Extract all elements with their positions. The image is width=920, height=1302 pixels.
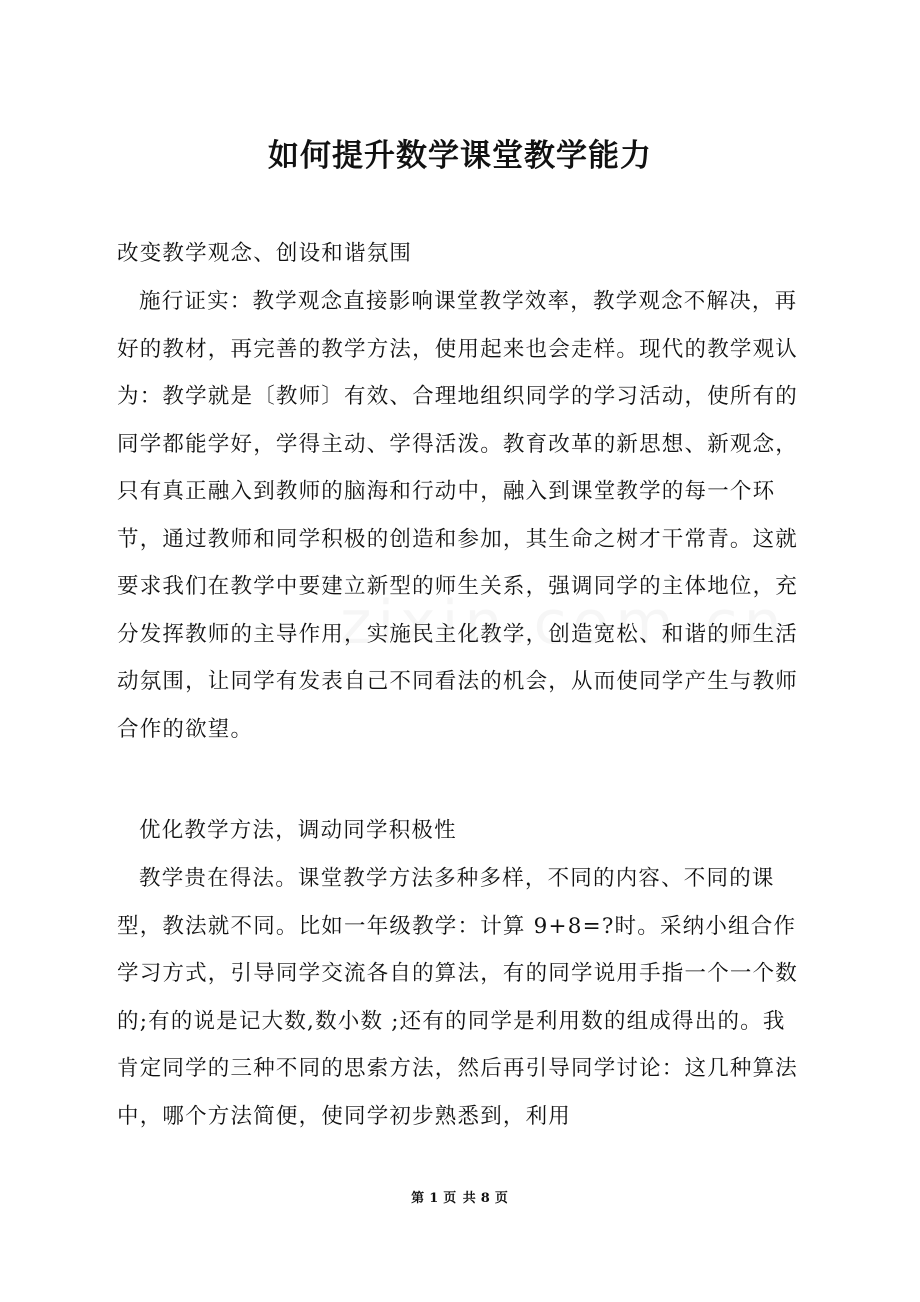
- page-footer: [0, 1187, 920, 1206]
- footer-total-pages: 8: [480, 1191, 491, 1206]
- section-paragraph-2: 教学贵在得法。课堂教学方法多种多样，不同的内容、不同的课型，教法就不同。比如一年级教学：计算 9+8=?时。采纳小组合作学习方式，引导同学交流各自的算法，有的同学说用手指一个一个数的;有的说是记大数,数小数 ;还有的同学是利用数的组成得出的。我肯定同学的三种不同的思索方法，然后再引导同学讨论：这几种算法中，哪个方法简便，使同学初步熟悉到，利用: [117, 866, 799, 1129]
- footer-suffix: 页: [494, 1191, 509, 1206]
- footer-prefix: 第: [411, 1191, 426, 1206]
- section-heading-1: 改变教学观念、创设和谐氛围: [117, 241, 413, 266]
- section-paragraph-1: 施行证实：教学观念直接影响课堂教学效率，教学观念不解决，再好的教材，再完善的教学方法，使用起来也会走样。现代的教学观认为：教学就是〔教师〕有效、合理地组织同学的学习活动，使所有的同学都能学好，学得主动、学得活泼。教育改革的新思想、新观念，只有真正融入到教师的脑海和行动中，融入到课堂教学的每一个环节，通过教师和同学积极的创造和参加，其生命之树才干常青。这就要求我们在教学中要建立新型的师生关系，强调同学的主体地位，充分发挥教师的主导作用，实施民主化教学，创造宽松、和谐的师生活动氛围，让同学有发表自己不同看法的机会，从而使同学产生与教师合作的欲望。: [117, 289, 799, 742]
- document-title: 如何提升数学课堂教学能力: [268, 138, 652, 174]
- section-heading-2: 优化教学方法，调动同学积极性: [139, 818, 457, 843]
- footer-middle: 页 共: [443, 1191, 477, 1206]
- footer-current-page: 1: [429, 1191, 440, 1206]
